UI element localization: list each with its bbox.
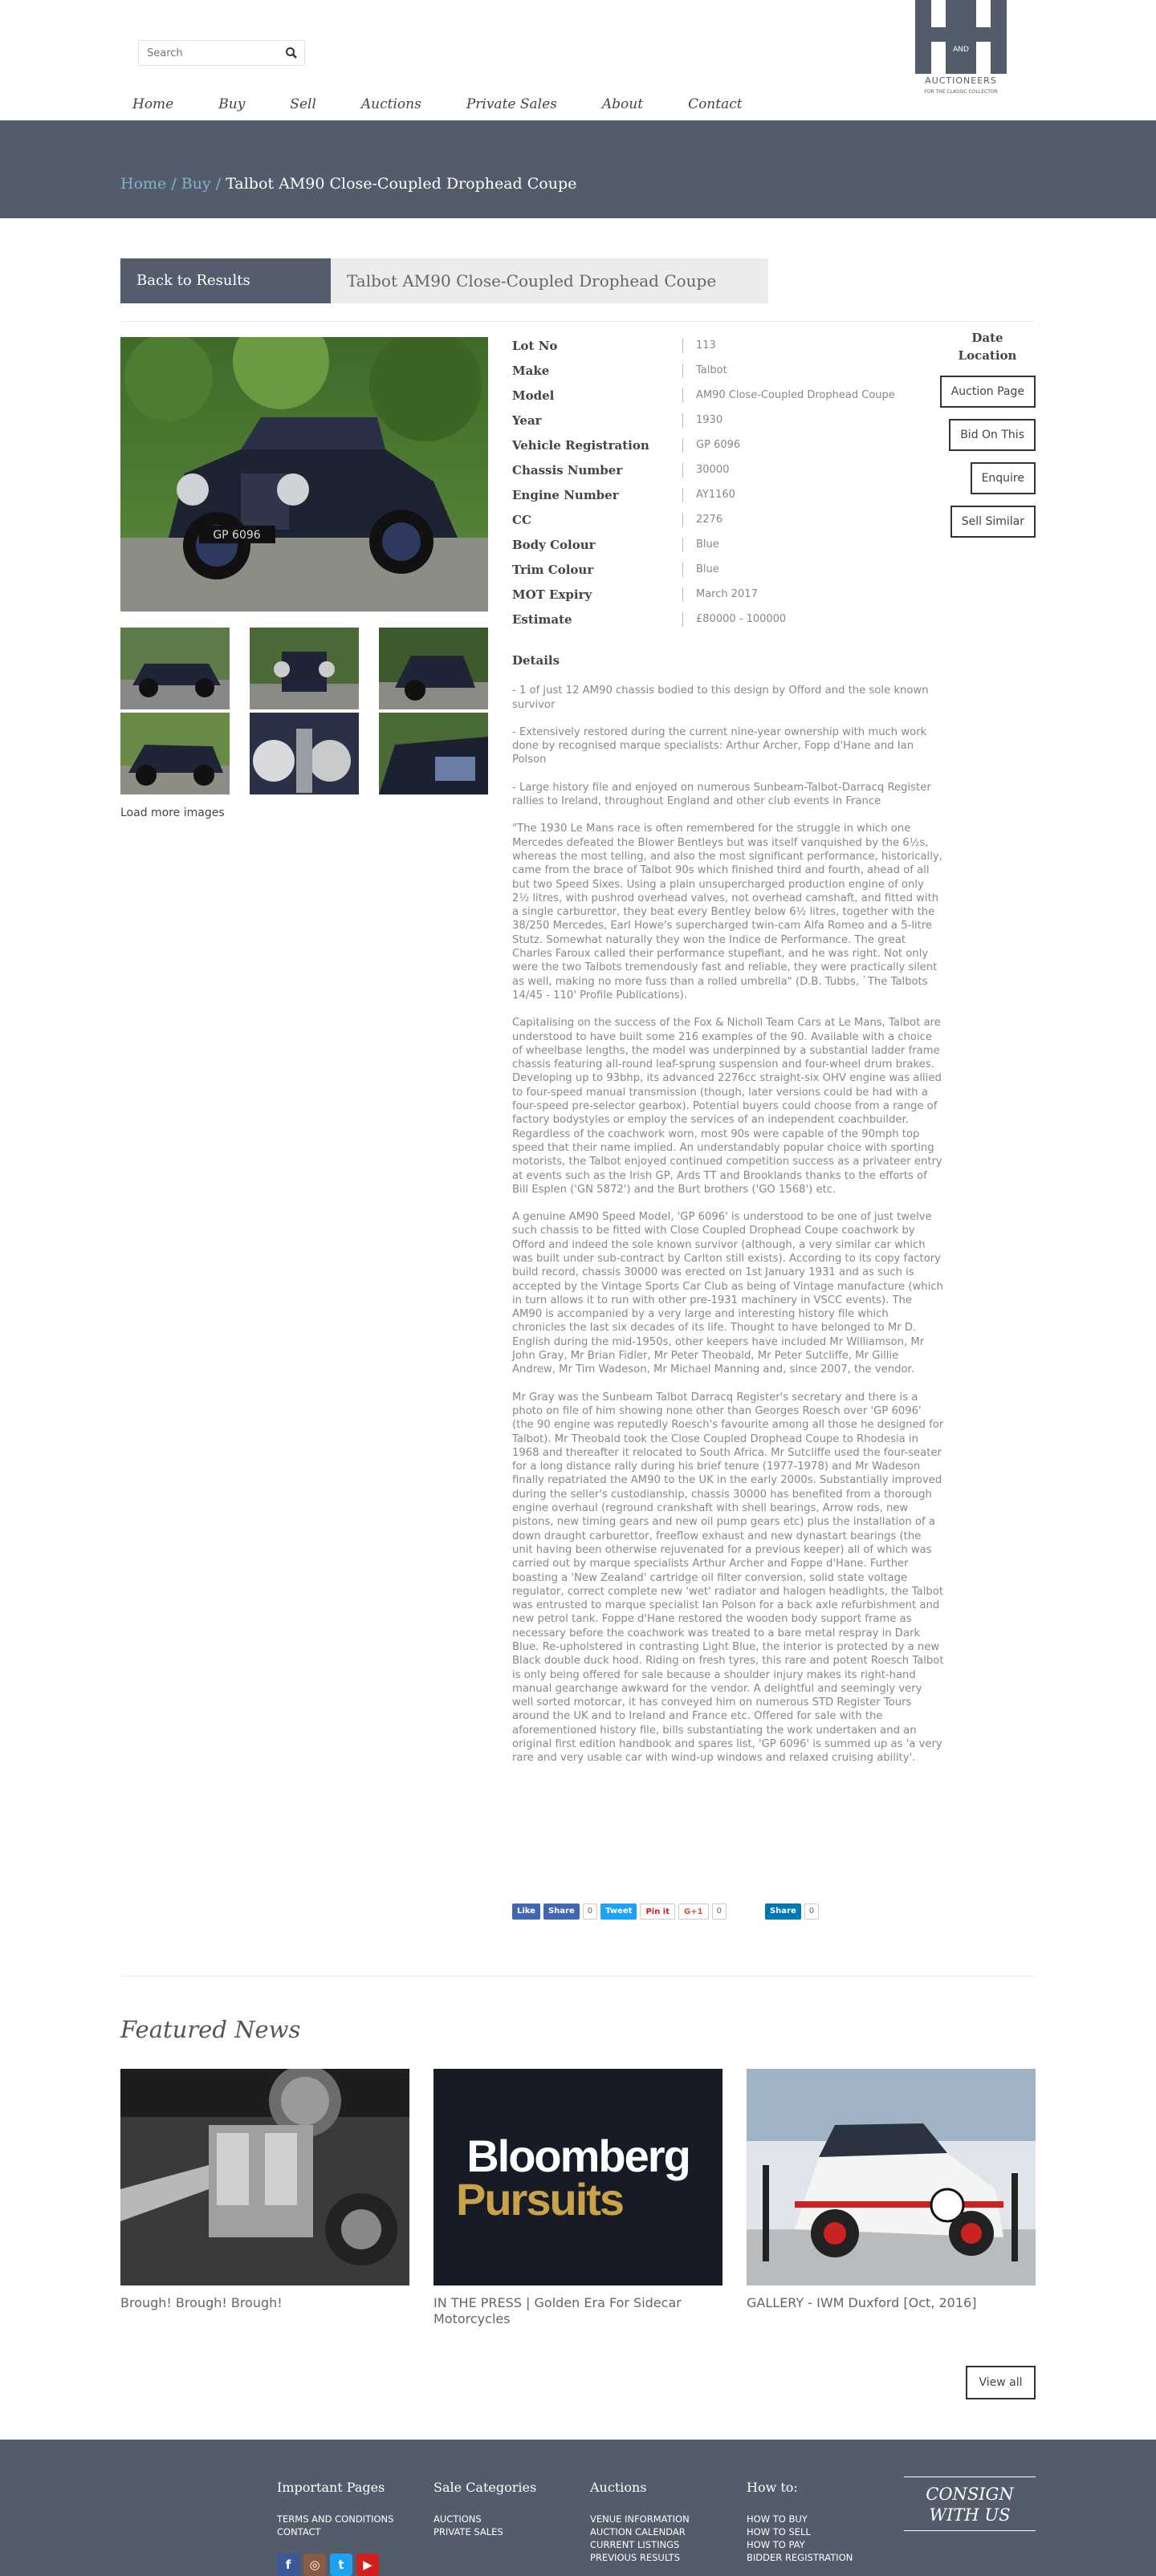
- logo-and-text: AND: [953, 46, 969, 54]
- spec-label: CC: [512, 512, 531, 527]
- linkedin-share-count: 0: [804, 1904, 819, 1920]
- google-plus-count: 0: [712, 1904, 727, 1920]
- breadcrumb: [120, 175, 576, 193]
- spec-row: [512, 557, 914, 582]
- load-more-images-link[interactable]: Load more images: [120, 807, 225, 819]
- footer-link-auction-calendar[interactable]: AUCTION CALENDAR: [590, 2526, 686, 2537]
- consign-line1: CONSIGN: [926, 2485, 1014, 2504]
- facebook-icon[interactable]: f: [277, 2554, 299, 2576]
- spec-value: £80000 - 100000: [682, 612, 786, 627]
- breadcrumb-sep: /: [210, 175, 226, 193]
- spec-label: Make: [512, 363, 550, 378]
- search-input[interactable]: [139, 41, 275, 65]
- spec-label: Trim Colour: [512, 562, 594, 577]
- auction-page-button[interactable]: Auction Page: [940, 376, 1036, 408]
- details-section: [512, 654, 944, 1779]
- instagram-icon[interactable]: ◎: [303, 2554, 326, 2576]
- lot-title: Talbot AM90 Close-Coupled Drophead Coupe: [331, 258, 768, 303]
- thumbnail-image[interactable]: [379, 713, 488, 794]
- spec-row: [512, 333, 914, 358]
- thumbnail-image[interactable]: [250, 628, 359, 709]
- spec-row: [512, 433, 914, 457]
- logo-tagline-text: FOR THE CLASSIC COLLECTOR: [924, 89, 998, 95]
- details-paragraph: "The 1930 Le Mans race is often remembered for the struggle in which one Mercedes defeated the Blower Bentleys but was itself vanquished by the 6½s, whereas the most telling, and also the most significant performance, historically, came from the brace of Talbot 90s which finished third and fourth, ahead of all but two Speed Sixes. Using a plain unsupercharged production engine of only 2½ litres, with pushrod overhead valves, not overhead camshaft, and fitted with a single carburettor, they beat every Bentley below 6½ litres, together with the 38/250 Mercedes, Earl Howe's supercharged twin-cam Alfa Romeo and a 5-litre Stutz. Somewhat naturally they won the Indice de Performance. The great Charles Faroux called their performance stupefiant, and he was right. Not only were the two Talbots tremendously fast and reliable, they were practically silent as well, making no more fuss than a rolled umbrella" (D.B. Tubbs, `The Talbots 14/45 - 110' Profile Publications).: [512, 823, 942, 1002]
- spec-label: Lot No: [512, 338, 558, 353]
- consign-with-us-button[interactable]: [904, 2476, 1036, 2531]
- consign-line2: WITH US: [929, 2505, 1011, 2525]
- footer-column-title: Sale Categories: [434, 2480, 537, 2495]
- license-plate: GP 6096: [213, 529, 261, 542]
- spec-label: MOT Expiry: [512, 587, 592, 602]
- details-paragraph: - 1 of just 12 AM90 chassis bodied to this design by Offord and the sole known survivor: [512, 685, 929, 711]
- breadcrumb-sep: /: [166, 175, 181, 193]
- spec-row: [512, 582, 914, 607]
- news-card[interactable]: [434, 2069, 722, 2327]
- spec-row: [512, 507, 914, 532]
- footer-link-contact[interactable]: CONTACT: [277, 2526, 321, 2537]
- spec-label: Engine Number: [512, 487, 619, 502]
- thumbnail-image[interactable]: [120, 628, 230, 709]
- news-card[interactable]: [120, 2069, 409, 2311]
- footer-link-how-to-sell[interactable]: HOW TO SELL: [747, 2526, 811, 2537]
- footer-link-how-to-buy[interactable]: HOW TO BUY: [747, 2513, 808, 2525]
- site-logo[interactable]: [909, 0, 1013, 104]
- footer-link-auctions[interactable]: AUCTIONS: [434, 2513, 482, 2525]
- details-paragraph: - Extensively restored during the current nine-year ownership with much work done by recognised marque specialists: Arthur Archer, Fopp d'Hane and Ian Polson: [512, 725, 927, 766]
- sell-similar-button[interactable]: Sell Similar: [950, 506, 1036, 538]
- nav-about[interactable]: About: [601, 96, 644, 112]
- spec-value: 1930: [682, 413, 722, 428]
- social-links: [277, 2554, 379, 2576]
- spec-row: [512, 457, 914, 482]
- spec-label: Model: [512, 388, 555, 403]
- spec-row: [512, 607, 914, 632]
- spec-value: AM90 Close-Coupled Drophead Coupe: [682, 388, 895, 403]
- divider: [120, 321, 1036, 322]
- spec-value: 30000: [682, 463, 729, 477]
- site-footer: [0, 2440, 1156, 2576]
- nav-sell[interactable]: Sell: [290, 96, 316, 112]
- footer-column-auctions: [590, 2480, 690, 2564]
- details-paragraph: - Large history file and enjoyed on numerous Sunbeam-Talbot-Darracq Register rallies to Ireland, throughout England and other club events in France: [512, 781, 931, 808]
- spec-row: [512, 358, 914, 383]
- linkedin-share-button[interactable]: Share: [765, 1904, 801, 1920]
- spec-row: [512, 532, 914, 557]
- spec-value: Blue: [682, 538, 719, 552]
- thumbnail-image[interactable]: [379, 628, 488, 709]
- news-image-motorcycle-engine[interactable]: [120, 2069, 409, 2285]
- thumbnail-image[interactable]: [120, 713, 230, 794]
- details-paragraph: A genuine AM90 Speed Model, 'GP 6096' is understood to be one of just twelve such chassis to be fitted with Close Coupled Drophead Coupe coachwork by Offord and indeed the sole known survivor (although, a very similar car which was built under sub-contract by Carlton still exists). According to its copy factory build record, chassis 30000 was erected on 1st January 1931 and as such is accepted by the Vintage Sports Car Club as being of Vintage manufacture (which in turn allows it to run with other pre-1931 machinery in VSCC events). The AM90 is accompanied by a very large and interesting history file which chronicles the last six decades of its life. Thought to have belonged to Mr D. English during the mid-1950s, other keepers have included Mr Williamson, Mr John Gray, Mr Brian Fidler, Mr Peter Theobald, Mr Peter Sutcliffe, Mr Gillie Andrew, Mr Tim Wadeson, Mr Michael Manning and, since 2007, the vendor.: [512, 1211, 943, 1376]
- news-image-bloomberg-logo[interactable]: [434, 2069, 722, 2285]
- search-icon[interactable]: [285, 47, 298, 63]
- share-bar: [512, 1904, 819, 1920]
- details-paragraph: Mr Gray was the Sunbeam Talbot Darracq Register's secretary and there is a photo on file of him showing none other than Georges Roesch over 'GP 6096' (the 90 engine was reputedly Roesch's favourite among all those he designed for Talbot). Mr Theobald took the Close Coupled Drophead Coupe to Rhodesia in 1968 and thereafter it relocated to South Africa. Mr Sutcliffe used the four-seater for a long distance rally during his brief tenure (1977-1978) and Mr Wadeson finally repatriated the AM90 to the UK in the early 2000s. Substantially improved during the seller's custodianship, chassis 30000 has benefited from a thorough engine overhaul (reground crankshaft with shell bearings, Arrow rods, new pistons, new timing gears and new oil pump gears etc) plus the installation of a down draught carburettor, freeflow exhaust and new dynastart bearings (the unit having been otherwise rejuvenated for a previous keeper) all of which was carried out by marque specialists Arthur Archer and Foppe d'Hane. Further boasting a 'New Zealand' cartridge oil filter conversion, solid state voltage regulator, correct complete new 'wet' radiator and halogen headlights, the Talbot was entrusted to marque specialist Ian Polson for a back axle refurbishment and new petrol tank. Foppe d'Hane restored the wooden body support frame as necessary before the coachwork was treated to a bare metal respray in Dark Blue. Re-upholstered in contrasting Light Blue, the interior is protected by a new Black double duck hood. Riding on fresh tyres, this rare and potent Roesch Talbot is only being offered for sale because a shoulder injury makes its right-hand manual gearchange awkward for the vendor. A delightful and seemingly very well sorted motorcar, it has conveyed him on numerous STD Register Tours around the UK and to Ireland and France etc. Offered for sale with the aforementioned history file, bills substantiating the work undertaken and an original first edition handbook and spares list, 'GP 6096' is summed up as 'a very rare and very usable car with wind-up windows and relaxed cruising ability'.: [512, 1391, 944, 1765]
- nav-auctions[interactable]: Auctions: [360, 96, 421, 112]
- news-caption[interactable]: GALLERY - IWM Duxford [Oct, 2016]: [747, 2295, 977, 2310]
- location-label: Location: [958, 348, 1017, 363]
- breadcrumb-buy[interactable]: Buy: [181, 175, 211, 193]
- tweet-button[interactable]: Tweet: [600, 1904, 637, 1920]
- facebook-share-button[interactable]: Share: [543, 1904, 580, 1920]
- spec-value: 2276: [682, 513, 722, 527]
- news-image-race-car[interactable]: [747, 2069, 1036, 2285]
- spec-label: Body Colour: [512, 537, 596, 552]
- logo-name-text: AUCTIONEERS: [925, 75, 997, 86]
- footer-column-title: How to:: [747, 2480, 798, 2495]
- divider: [120, 1976, 1036, 1977]
- footer-link-venue-information[interactable]: VENUE INFORMATION: [590, 2513, 690, 2525]
- spec-label: Estimate: [512, 611, 572, 627]
- spec-label: Vehicle Registration: [512, 437, 649, 453]
- details-heading: Details: [512, 653, 560, 668]
- breadcrumb-band: [0, 120, 1156, 218]
- footer-column-how-to: [747, 2480, 853, 2564]
- footer-link-bidder-registration[interactable]: BIDDER REGISTRATION: [747, 2552, 853, 2563]
- main-nav: [132, 96, 788, 112]
- date-label: Date: [971, 331, 1003, 345]
- auction-sidebar: [907, 329, 1036, 538]
- spec-value: GP 6096: [682, 438, 740, 453]
- enquire-button[interactable]: Enquire: [971, 462, 1036, 494]
- footer-link-previous-results[interactable]: PREVIOUS RESULTS: [590, 2552, 680, 2563]
- details-paragraph: Capitalising on the success of the Fox & Nicholl Team Cars at Le Mans, Talbot are understood to have built some 216 examples of the 90. Available with a choice of wheelbase lengths, the model was underpinned by a substantial ladder frame chassis featuring all-round leaf-sprung suspension and four-wheel drum brakes. Developing up to 93bhp, its advanced 2276cc straight-six OHV engine was allied to four-speed manual transmission (though, later versions could be had with a four-speed pre-selector gearbox). Potential buyers could choose from a range of factory bodystyles or employ the services of an independent coachbuilder. Regardless of the coachwork worn, most 90s were capable of the 90mph top speed that their name implied. An understandably popular choice with sporting motorists, the Talbot enjoyed continued competition success as a privateer entry at events such as the Irish GP, Ards TT and Brooklands thanks to the efforts of Bill Esplen ('GN 5872') and the Burt brothers ('GO 1568') etc.: [512, 1017, 942, 1196]
- news-card[interactable]: [747, 2069, 1036, 2311]
- footer-column-important-pages: [277, 2480, 393, 2538]
- footer-link-private-sales[interactable]: PRIVATE SALES: [434, 2526, 503, 2537]
- spec-label: Chassis Number: [512, 462, 623, 477]
- view-all-news-button[interactable]: View all: [966, 2366, 1036, 2399]
- nav-contact[interactable]: Contact: [688, 96, 743, 112]
- spec-row: [512, 408, 914, 433]
- back-to-results-button[interactable]: Back to Results: [120, 258, 331, 303]
- search-box[interactable]: [138, 40, 305, 66]
- spec-value: 113: [682, 339, 716, 353]
- main-car-image[interactable]: [120, 337, 488, 611]
- facebook-like-button[interactable]: Like: [512, 1904, 540, 1920]
- footer-link-current-listings[interactable]: CURRENT LISTINGS: [590, 2539, 680, 2550]
- facebook-share-count: 0: [583, 1904, 597, 1920]
- footer-column-title: Important Pages: [277, 2480, 385, 2495]
- footer-column-title: Auctions: [590, 2480, 647, 2495]
- spec-row: [512, 383, 914, 408]
- spec-value: March 2017: [682, 587, 758, 602]
- twitter-icon[interactable]: t: [330, 2554, 352, 2576]
- breadcrumb-home[interactable]: Home: [120, 175, 167, 193]
- spec-value: Blue: [682, 563, 719, 577]
- bid-on-this-button[interactable]: Bid On This: [949, 419, 1036, 451]
- spec-row: [512, 482, 914, 507]
- spec-value: Talbot: [682, 364, 727, 378]
- google-plus-button[interactable]: G+1: [678, 1904, 709, 1920]
- bloomberg-logo-line1: Bloomberg: [466, 2131, 690, 2181]
- nav-home[interactable]: Home: [132, 96, 174, 112]
- nav-buy[interactable]: Buy: [218, 96, 246, 112]
- breadcrumb-current: Talbot AM90 Close-Coupled Drophead Coupe: [226, 175, 577, 193]
- thumbnail-image[interactable]: [250, 713, 359, 794]
- site-header: [0, 0, 1156, 120]
- featured-news-heading: Featured News: [120, 2016, 301, 2043]
- footer-link-how-to-pay[interactable]: HOW TO PAY: [747, 2539, 805, 2550]
- specs-table: [512, 333, 914, 632]
- news-caption[interactable]: IN THE PRESS | Golden Era For Sidecar Motorcycles: [434, 2295, 682, 2326]
- spec-value: AY1160: [682, 488, 735, 502]
- pinterest-button[interactable]: Pin it: [640, 1904, 675, 1920]
- news-caption[interactable]: Brough! Brough! Brough!: [120, 2295, 283, 2310]
- bloomberg-logo-line2: Pursuits: [456, 2174, 624, 2225]
- spec-label: Year: [512, 412, 542, 428]
- footer-link-terms[interactable]: TERMS AND CONDITIONS: [277, 2513, 394, 2525]
- footer-column-sale-categories: [434, 2480, 536, 2538]
- youtube-icon[interactable]: ▶: [356, 2554, 379, 2576]
- nav-private-sales[interactable]: Private Sales: [466, 96, 557, 112]
